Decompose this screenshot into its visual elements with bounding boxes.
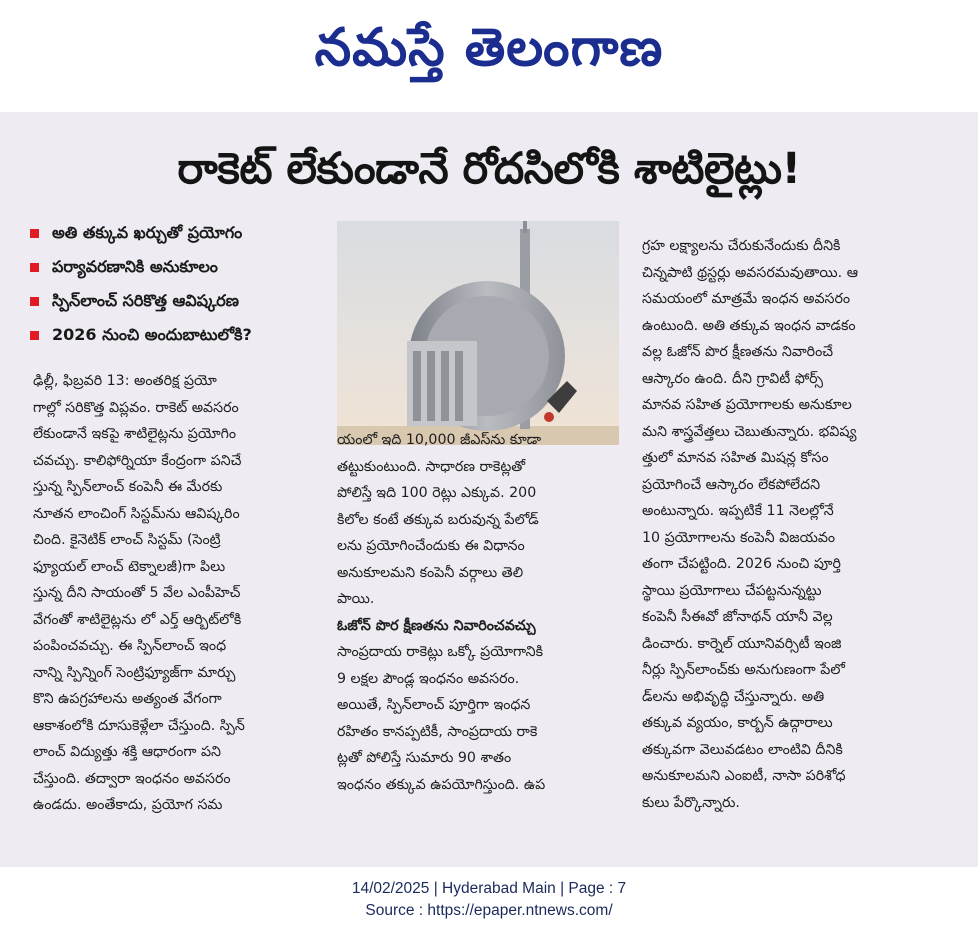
bullet-item (26, 318, 326, 352)
text-line: పాయి. (337, 591, 375, 607)
text-line: అనుకూలమని ఎంఐటీ, నాసా పరిశోధ (642, 768, 846, 784)
article-headline: రాకెట్ లేకుండానే రోదసిలోకి శాటిలైట్లు! (177, 144, 801, 194)
text-line: నూతన లాంచింగ్ సిస్టమ్‌ను ఆవిష్కరిం (33, 505, 240, 522)
text-line: గ్రహ లక్ష్యాలను చేరుకునేందుకు దీనికి (642, 238, 841, 254)
text-line: రహితం కానప్పటికీ, సాంప్రదాయ రాకె (337, 723, 538, 740)
text-line: చవచ్చు. కాలిఫోర్నియా కేంద్రంగా పనిచే (33, 452, 242, 469)
text-line: త్తులో మానవ సహిత మిషన్ల కోసం (642, 450, 829, 466)
text-line: ఇంధనం తక్కువ ఉపయోగిస్తుంది. ఉప (337, 776, 546, 793)
text-line: గాల్లో సరికొత్త విప్లవం. రాకెట్ అవసరం (33, 399, 239, 416)
text-line: మని శాస్త్రవేత్తలు చెబుతున్నారు. భవిష్య (642, 423, 857, 440)
text-line: స్తున్న స్పిన్‌లాంచ్ కంపెనీ ఈ మేరకు (33, 479, 223, 495)
edition-info: 14/02/2025 | Hyderabad Main | Page : 7 (351, 880, 627, 897)
text-line: కొని ఉపగ్రహాలను అత్యంత వేగంగా (33, 691, 222, 707)
text-line: సాంప్రదాయ రాకెట్లు ఒక్కో ప్రయోగానికి (337, 644, 543, 660)
text-line: లను ప్రయోగించేందుకు ఈ విధానం (337, 538, 525, 554)
text-line: అనుకూలమని కంపెనీ వర్గాలు తెలి (337, 564, 524, 581)
bullet-item (26, 250, 326, 284)
text-line: వల్ల ఓజోన్ పొర క్షీణతను నివారించే (642, 344, 834, 360)
masthead (0, 0, 978, 112)
text-line: పంపించవచ్చు. ఈ స్పిన్‌లాంచ్ ఇంధ (33, 638, 227, 654)
text-line: చింది. కైనెటిక్ లాంచ్ సిస్టమ్ (సెంట్రి (33, 532, 221, 548)
bullet-text: స్పిన్‌లాంచ్ సరికొత్త ఆవిష్కరణ (52, 291, 239, 310)
text-line: సమయంలో మాత్రమే ఇంధన అవసరం (642, 291, 851, 307)
bullet-text: అతి తక్కువ ఖర్చుతో ప్రయోగం (52, 223, 243, 242)
text-line: కంపెనీ సీఈవో జోనాథన్ యానీ వెల్ల (642, 609, 833, 625)
bullet-text: 2026 నుంచి అందుబాటులోకి? (52, 325, 252, 344)
text-line: తట్టుకుంటుంది. సాధారణ రాకెట్లతో (337, 458, 526, 475)
article-column-1 (33, 368, 311, 819)
text-line: ఉండదు. అంతేకాదు, ప్రయోగ సమ (33, 797, 223, 813)
text-line: 10 ప్రయోగాలను కంపెనీ విజయవం (642, 529, 836, 546)
text-line: ట్లతో పోలిస్తే సుమారు 90 శాతం (337, 750, 512, 766)
text-line: ఢిల్లీ, ఫిబ్రవరి 13: అంతరిక్ష ప్రయో (33, 373, 217, 389)
text-line: చిన్నపాటి థ్రస్టర్లు అవసరమవుతాయి. ఆ (642, 264, 859, 281)
red-square-icon (30, 229, 39, 238)
text-line: ఆస్కారం ఉంది. దీని గ్రావిటీ ఫోర్స్ (642, 370, 824, 387)
red-square-icon (30, 263, 39, 272)
text-line: వేగంతో శాటిలైట్లను లో ఎర్త్ ఆర్బిట్‌లోకి (33, 611, 242, 628)
text-line: అయితే, స్పిన్‌లాంచ్ పూర్తిగా ఇంధన (337, 697, 531, 713)
bullet-item (26, 284, 326, 318)
bullet-text: పర్యావరణానికి అనుకూలం (52, 257, 218, 276)
text-line: తక్కువగా వెలువడటం లాంటివి దీనికి (642, 741, 843, 758)
text-line: అంటున్నారు. ఇప్పటికే 11 నెలల్లోనే (642, 503, 834, 519)
text-line: లాంచ్ విద్యుత్తు శక్తి ఆధారంగా పని (33, 744, 222, 760)
newspaper-logo: నమస్తే తెలంగాణ (314, 18, 664, 78)
red-square-icon (30, 297, 39, 306)
spinlaunch-accelerator-image (337, 221, 619, 445)
text-line: మానవ సహిత ప్రయోగాలకు అనుకూల (642, 397, 852, 413)
text-line: ఫ్యూయల్ లాంచ్ టెక్నాలజీ)గా పిలు (33, 558, 226, 575)
bullet-item (26, 216, 326, 250)
text-line: 9 లక్షల పౌండ్ల ఇంధనం అవసరం. (337, 670, 520, 687)
text-line: యంలో ఇది 10,000 జీఎస్‌ను కూడా (337, 432, 542, 448)
text-line: ఉంటుంది. అతి తక్కువ ఇంధన వాడకం (642, 317, 856, 334)
text-line: నాన్ని స్పిన్నింగ్ సెంట్రిఫ్యూజ్‌గా మార్చు (33, 664, 236, 681)
text-line: డ్‌లను అభివృద్ధి చేస్తున్నారు. అతి (642, 688, 825, 705)
page-footer (0, 878, 978, 922)
spinlaunch-photo (337, 221, 619, 445)
text-line: తక్కువ వ్యయం, కార్బన్ ఉద్గారాలు (642, 715, 833, 731)
text-line: స్తున్న దీని సాయంతో 5 వేల ఎంపీహెచ్ (33, 585, 241, 601)
text-line: లేకుండానే ఇకపై శాటిలైట్లను ప్రయోగిం (33, 426, 237, 442)
text-line: కిలోల కంటే తక్కువ బరువున్న పేలోడ్ (337, 511, 539, 528)
text-line: పోలిస్తే ఇది 100 రెట్లు ఎక్కువ. 200 (337, 485, 537, 501)
highlight-bullets (26, 216, 326, 352)
article-column-2 (337, 427, 619, 798)
section-subheading: ఓజోన్ పొర క్షీణతను నివారించవచ్చు (337, 617, 536, 634)
source-link[interactable]: Source : https://epaper.ntnews.com/ (365, 902, 613, 919)
text-line: డించారు. కార్నెల్ యూనివర్సిటీ ఇంజి (642, 635, 842, 652)
text-line: ఆకాశంలోకి దూసుకెళ్లేలా చేస్తుంది. స్పిన్ (33, 717, 245, 734)
text-line: స్థాయి ప్రయోగాలు చేపట్టనున్నట్టు (642, 582, 822, 599)
text-line: ప్రయోగించే ఆస్కారం లేకపోలేదని (642, 476, 821, 493)
article-clipping (0, 112, 978, 867)
text-line: నీర్లు స్పిన్‌లాంచ్‌కు అనుగుణంగా పేలో (642, 662, 845, 678)
text-line: తంగా చేపట్టింది. 2026 నుంచి పూర్తి (642, 556, 841, 572)
text-line: కులు పేర్కొన్నారు. (642, 794, 740, 811)
red-square-icon (30, 331, 39, 340)
text-line: చేస్తుంది. తద్వారా ఇంధనం అవసరం (33, 770, 231, 787)
article-column-3 (642, 233, 927, 816)
